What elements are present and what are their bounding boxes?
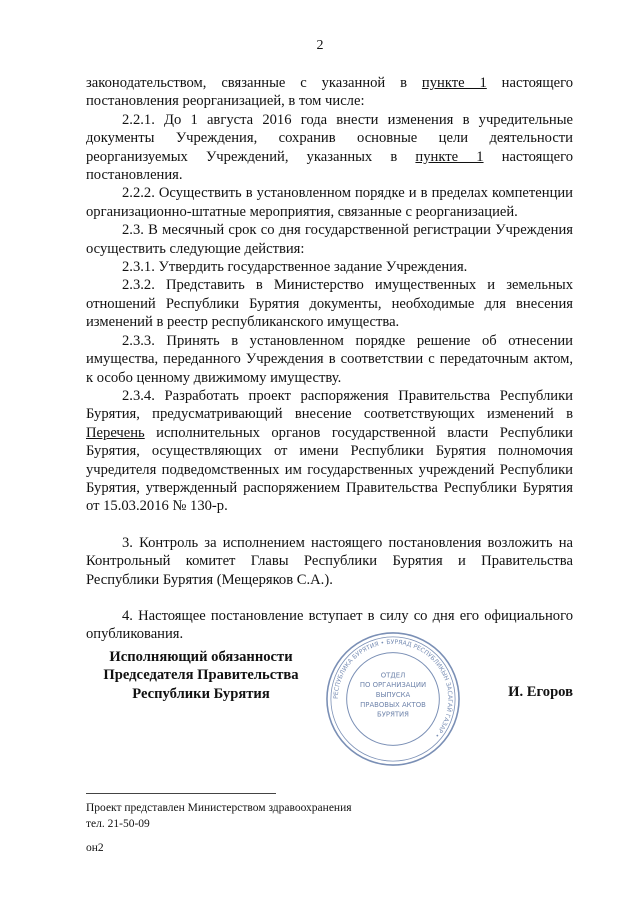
paragraph: 2.3.2. Представить в Министерство имущественных и земельных отношений Республики Бурятия документы, необходимые для внесения изменений в реестр республиканского имущества. bbox=[86, 277, 573, 331]
footer-divider bbox=[86, 793, 276, 794]
paragraph: 4. Настоящее постановление вступает в силу со дня его официального опубликования. bbox=[86, 607, 573, 643]
paragraph: законодательством, связанные с указанной в пункте 1 настоящего постановления реорганизацией, в том числе: bbox=[86, 75, 573, 110]
signature-block bbox=[86, 638, 573, 768]
reference-link[interactable]: пункте 1 bbox=[421, 75, 487, 91]
page-number: 2 bbox=[316, 38, 324, 53]
reference-link[interactable]: пункте 1 bbox=[415, 148, 484, 165]
paragraph: 3. Контроль за исполнением настоящего постановления возложить на Контрольный комитет Главы Республики Бурятия и Правительства Республики Бурятия (Мещеряков С.А.). bbox=[86, 534, 573, 588]
svg-text:ПО ОРГАНИЗАЦИИ: ПО ОРГАНИЗАЦИИ bbox=[359, 681, 427, 690]
svg-text:ПРАВОВЫХ АКТОВ: ПРАВОВЫХ АКТОВ bbox=[360, 700, 426, 709]
reference-link[interactable]: Перечень bbox=[86, 424, 145, 441]
official-seal-icon bbox=[324, 630, 462, 768]
paragraph: 2.2.2. Осуществить в установленном порядке и в пределах компетенции организационно-штатные мероприятия, связанные с реорганизацией. bbox=[86, 185, 573, 220]
svg-text:РЕСПУБЛИКА БУРЯТИЯ • БУРЯАД РЕ: РЕСПУБЛИКА БУРЯТИЯ • БУРЯАД РЕСПУБЛИКЫН ЗАСАГАЙ ГАЗАР • bbox=[332, 638, 454, 739]
svg-text:ОТДЕЛ: ОТДЕЛ bbox=[380, 671, 406, 680]
document-body bbox=[86, 74, 573, 644]
paragraph: 2.3.4. Разработать проект распоряжения Правительства Республики Бурятия, предусматривающий внесение соответствующих изменений в Перечень исполнительных органов государственной власти Республики Бурятия, осуществляющих от имени Республики Бурятия полномочия учредителя подведомственных им государственных учреждений Республики Бурятия, утвержденный распоряжением Правительства Республики Бурятия от 15.03.2016 № 130-р. bbox=[86, 387, 573, 515]
paragraph: 2.2.1. До 1 августа 2016 года внести изменения в учредительные документы Учреждения, сохранив основные цели деятельности реорганизуемых Учреждений, указанных в пункте 1 настоящего постановления. bbox=[86, 111, 574, 184]
document-code: он2 bbox=[86, 842, 104, 854]
footer-note: Проект представлен Министерством здравоохранения тел. 21-50-09 bbox=[86, 802, 352, 830]
paragraph: 2.3.3. Принять в установленном порядке решение об отнесении имущества, переданного Учреждения в соответствии с передаточным актом, к особо ценному движимому имуществу. bbox=[86, 332, 573, 386]
svg-text:БУРЯТИЯ: БУРЯТИЯ bbox=[377, 710, 409, 719]
paragraph: 2.3. В месячный срок со дня государственной регистрации Учреждения осуществить следующие действия: bbox=[86, 222, 573, 257]
svg-text:ВЫПУСКА: ВЫПУСКА bbox=[375, 691, 411, 700]
signatory-title: Исполняющий обязанности Председателя Правительства Республики Бурятия bbox=[103, 649, 299, 702]
signatory-name: И. Егоров bbox=[508, 684, 573, 700]
paragraph: 2.3.1. Утвердить государственное задание Учреждения. bbox=[122, 259, 468, 276]
